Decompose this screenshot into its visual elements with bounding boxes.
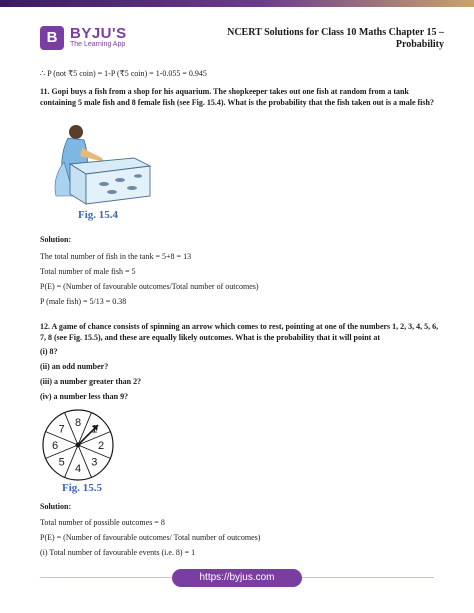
header-line-1: NCERT Solutions for Class 10 Maths Chapter 15 – xyxy=(227,27,444,38)
logo-tagline: The Learning App xyxy=(70,41,126,48)
logo-mark: B xyxy=(40,26,64,50)
spinner-hub xyxy=(76,443,81,448)
q12-line-1: Total number of possible outcomes = 8 xyxy=(40,518,165,527)
document-header xyxy=(214,27,444,51)
q12-line-3: (i) Total number of favourable events (i.e. 8) = 1 xyxy=(40,548,196,557)
figure-caption-15-5: Fig. 15.5 xyxy=(62,482,103,494)
q11-line-2: Total number of male fish = 5 xyxy=(40,267,136,276)
footer-url-link[interactable]: https://byjus.com xyxy=(172,569,302,587)
q11-line-1: The total number of fish in the tank = 5+8 = 13 xyxy=(40,252,192,261)
solution-label-12: Solution: xyxy=(40,502,72,511)
wheel-number: 5 xyxy=(58,456,65,469)
wheel-number: 6 xyxy=(51,440,59,452)
wheel-number: 2 xyxy=(97,440,105,452)
figure-caption-15-4: Fig. 15.4 xyxy=(78,209,119,221)
wheel-number: 7 xyxy=(58,423,65,436)
q12-line-2: P(E) = (Number of favourable outcomes/ Total number of outcomes) xyxy=(40,533,261,542)
previous-answer-line: ∴ P (not ₹5 coin) = 1-P (₹5 coin) = 1-0.055 = 0.945 xyxy=(40,69,207,78)
wheel-number: 8 xyxy=(74,417,82,429)
q11-line-4: P (male fish) = 5/13 = 0.38 xyxy=(40,297,127,306)
spinner-wheel-figure xyxy=(40,407,116,483)
q12-part-ii: (ii) an odd number? xyxy=(40,362,109,371)
fish-tank-figure xyxy=(46,118,156,214)
wheel-number: 3 xyxy=(91,456,98,469)
q12-part-iv: (iv) a number less than 9? xyxy=(40,392,129,401)
logo-name: BYJU'S xyxy=(70,25,127,42)
q11-line-3: P(E) = (Number of favourable outcomes/Total number of outcomes) xyxy=(40,282,259,291)
solution-label-11: Solution: xyxy=(40,235,72,244)
byjus-logo xyxy=(40,26,140,52)
question-11: 11. Gopi buys a fish from a shop for his aquarium. The shopkeeper takes out one fish at random from a tank containing 5 male fish and 8 female fish (see Fig. 15.4). What is the probability that the fish taken out is a male fish? xyxy=(40,87,434,107)
wheel-number: 4 xyxy=(74,463,82,475)
top-accent-bar xyxy=(0,0,474,7)
question-12: 12. A game of chance consists of spinning an arrow which comes to rest, pointing at one of the numbers 1, 2, 3, 4, 5, 6, 7, 8 (see Fig. 15.5), and these are equally likely outcomes. What is the probability that it will point at xyxy=(40,322,439,342)
aquarium-tank xyxy=(70,158,150,204)
q12-part-iii: (iii) a number greater than 2? xyxy=(40,377,142,386)
q12-part-i: (i) 8? xyxy=(40,347,58,356)
header-line-2: Probability xyxy=(395,39,444,50)
